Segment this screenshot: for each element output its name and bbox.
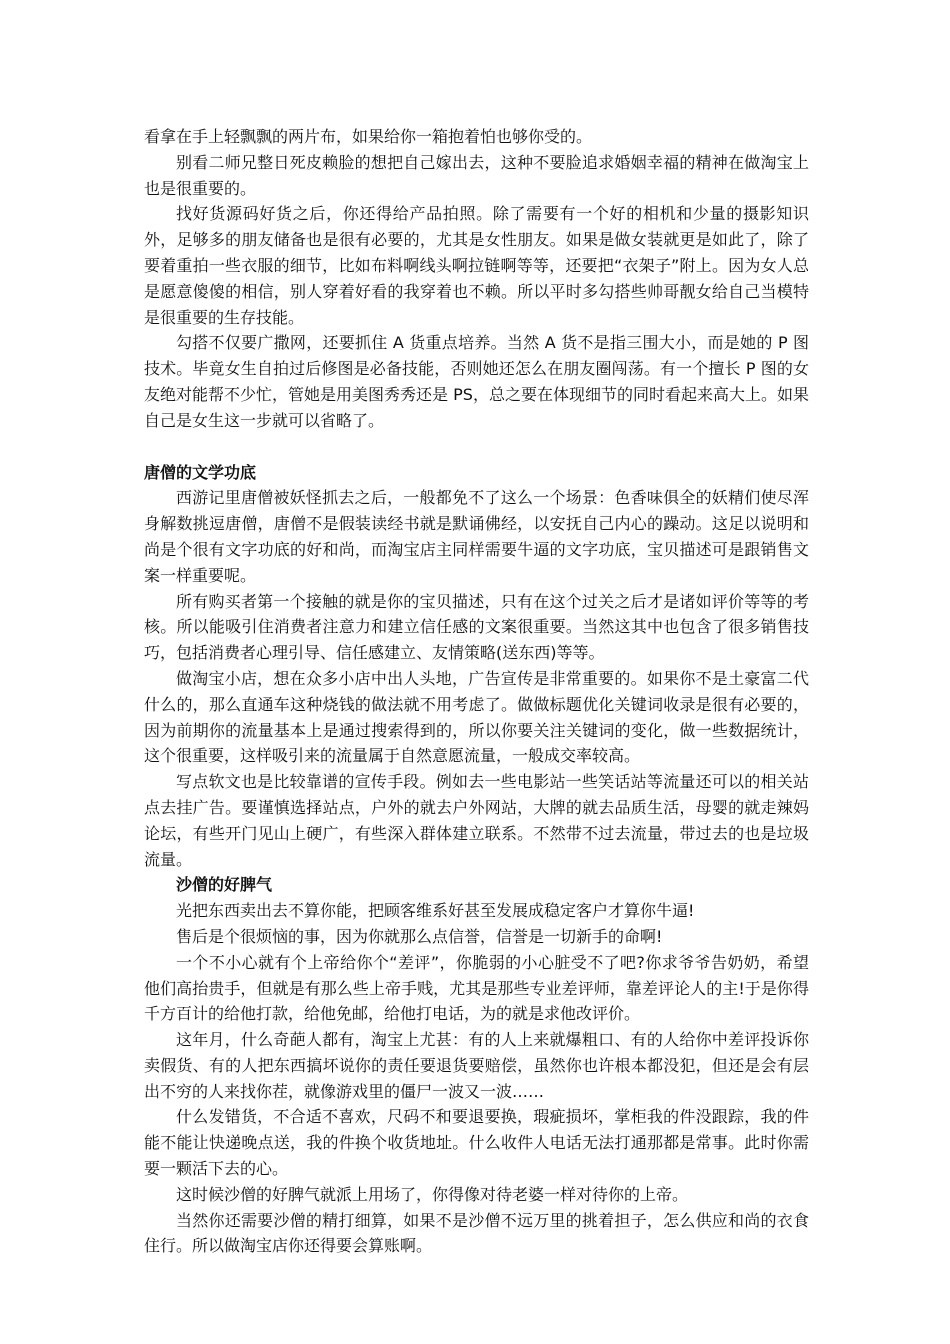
section-heading-sha: 沙僧的好脾气 <box>176 875 273 895</box>
paragraph: 当然你还需要沙僧的精打细算，如果不是沙僧不远万里的挑着担子，怎么供应和尚的衣食住行。所以做淘宝店你还得要会算账啊。 <box>144 1210 809 1256</box>
paragraph: 西游记里唐僧被妖怪抓去之后，一般都免不了这么一个场景：色香味俱全的妖精们使尽浑身解数挑逗唐僧，唐僧不是假装读经书就是默诵佛经，以安抚自己内心的躁动。这足以说明和尚是个很有文字功底的好和尚，而淘宝店主同样需要牛逼的文字功底，宝贝描述可是跟销售文案一样重要呢。 <box>144 488 809 585</box>
paragraph: 售后是个很烦恼的事，因为你就那么点信誉，信誉是一切新手的命啊! <box>176 926 663 946</box>
paragraph: 这时候沙僧的好脾气就派上用场了，你得像对待老婆一样对待你的上帝。 <box>176 1184 689 1204</box>
document-body <box>144 124 809 1259</box>
paragraph: 这年月，什么奇葩人都有，淘宝上尤甚：有的人上来就爆粗口、有的人给你中差评投诉你卖假货、有的人把东西搞坏说你的责任要退货要赔偿，虽然你也许根本都没犯，但还是会有层出不穷的人来找你茬，就像游戏里的僵尸一波又一波…… <box>144 1030 809 1101</box>
paragraph: 勾搭不仅要广撒网，还要抓住 A 货重点培养。当然 A 货不是指三围大小，而是她的 P 图技术。毕竟女生自拍过后修图是必备技能，否则她还怎么在朋友圈闯荡。有一个擅长 P 图的女友绝对能帮不少忙，管她是用美图秀秀还是 PS，总之要在体现细节的同时看起来高大上。如果自己是女生这一步就可以省略了。 <box>144 333 809 430</box>
paragraph: 找好货源码好货之后，你还得给产品拍照。除了需要有一个好的相机和少量的摄影知识外，足够多的朋友储备也是很有必要的，尤其是女性朋友。如果是做女装就更是如此了，除了要着重拍一些衣服的细节，比如布料啊线头啊拉链啊等等，还要把“衣架子”附上。因为女人总是愿意傻傻的相信，别人穿着好看的我穿着也不赖。所以平时多勾搭些帅哥靓女给自己当模特是很重要的生存技能。 <box>144 204 809 327</box>
paragraph: 别看二师兄整日死皮赖脸的想把自己嫁出去，这种不要脸追求婚姻幸福的精神在做淘宝上也是很重要的。 <box>144 152 809 198</box>
paragraph: 所有购买者第一个接触的就是你的宝贝描述，只有在这个过关之后才是诸如评价等等的考核。所以能吸引住消费者注意力和建立信任感的文案很重要。当然这其中也包含了很多销售技巧，包括消费者心理引导、信任感建立、友情策略(送东西)等等。 <box>144 591 809 663</box>
paragraph: 做淘宝小店，想在众多小店中出人头地，广告宣传是非常重要的。如果你不是土豪富二代什么的，那么直通车这种烧钱的做法就不用考虑了。做做标题优化关键词收录是很有必要的，因为前期你的流量基本上是通过搜索得到的，所以你要关注关键词的变化，做一些数据统计，这个很重要，这样吸引来的流量属于自然意愿流量，一般成交率较高。 <box>144 668 809 766</box>
paragraph: 写点软文也是比较靠谱的宣传手段。例如去一些电影站一些笑话站等流量还可以的相关站点去挂广告。要谨慎选择站点，户外的就去户外网站，大牌的就去品质生活，母婴的就走辣妈论坛，有些开门见山上硬广，有些深入群体建立联系。不然带不过去流量，带过去的也是垃圾流量。 <box>144 772 809 869</box>
paragraph: 光把东西卖出去不算你能，把顾客维系好甚至发展成稳定客户才算你牛逼! <box>176 901 695 921</box>
section-heading-tang: 唐僧的文学功底 <box>144 462 257 482</box>
paragraph: 一个不小心就有个上帝给你个“差评”，你脆弱的小心脏受不了吧?你求爷爷告奶奶，希望他们高抬贵手，但就是有那么些上帝手贱，尤其是那些专业差评师，靠差评论人的主!于是你得千方百计的给他打款，给他免邮，给他打电话，为的就是求他改评价。 <box>144 952 809 1024</box>
paragraph: 什么发错货，不合适不喜欢，尺码不和要退要换，瑕疵损坏，掌柜我的件没跟踪，我的件能不能让快递晚点送，我的件换个收货地址。什么收件人电话无法打通那都是常事。此时你需要一颗活下去的心。 <box>144 1107 809 1179</box>
paragraph: 看拿在手上轻飘飘的两片布，如果给你一箱抱着怕也够你受的。 <box>144 127 593 146</box>
section-spacer <box>144 434 809 460</box>
